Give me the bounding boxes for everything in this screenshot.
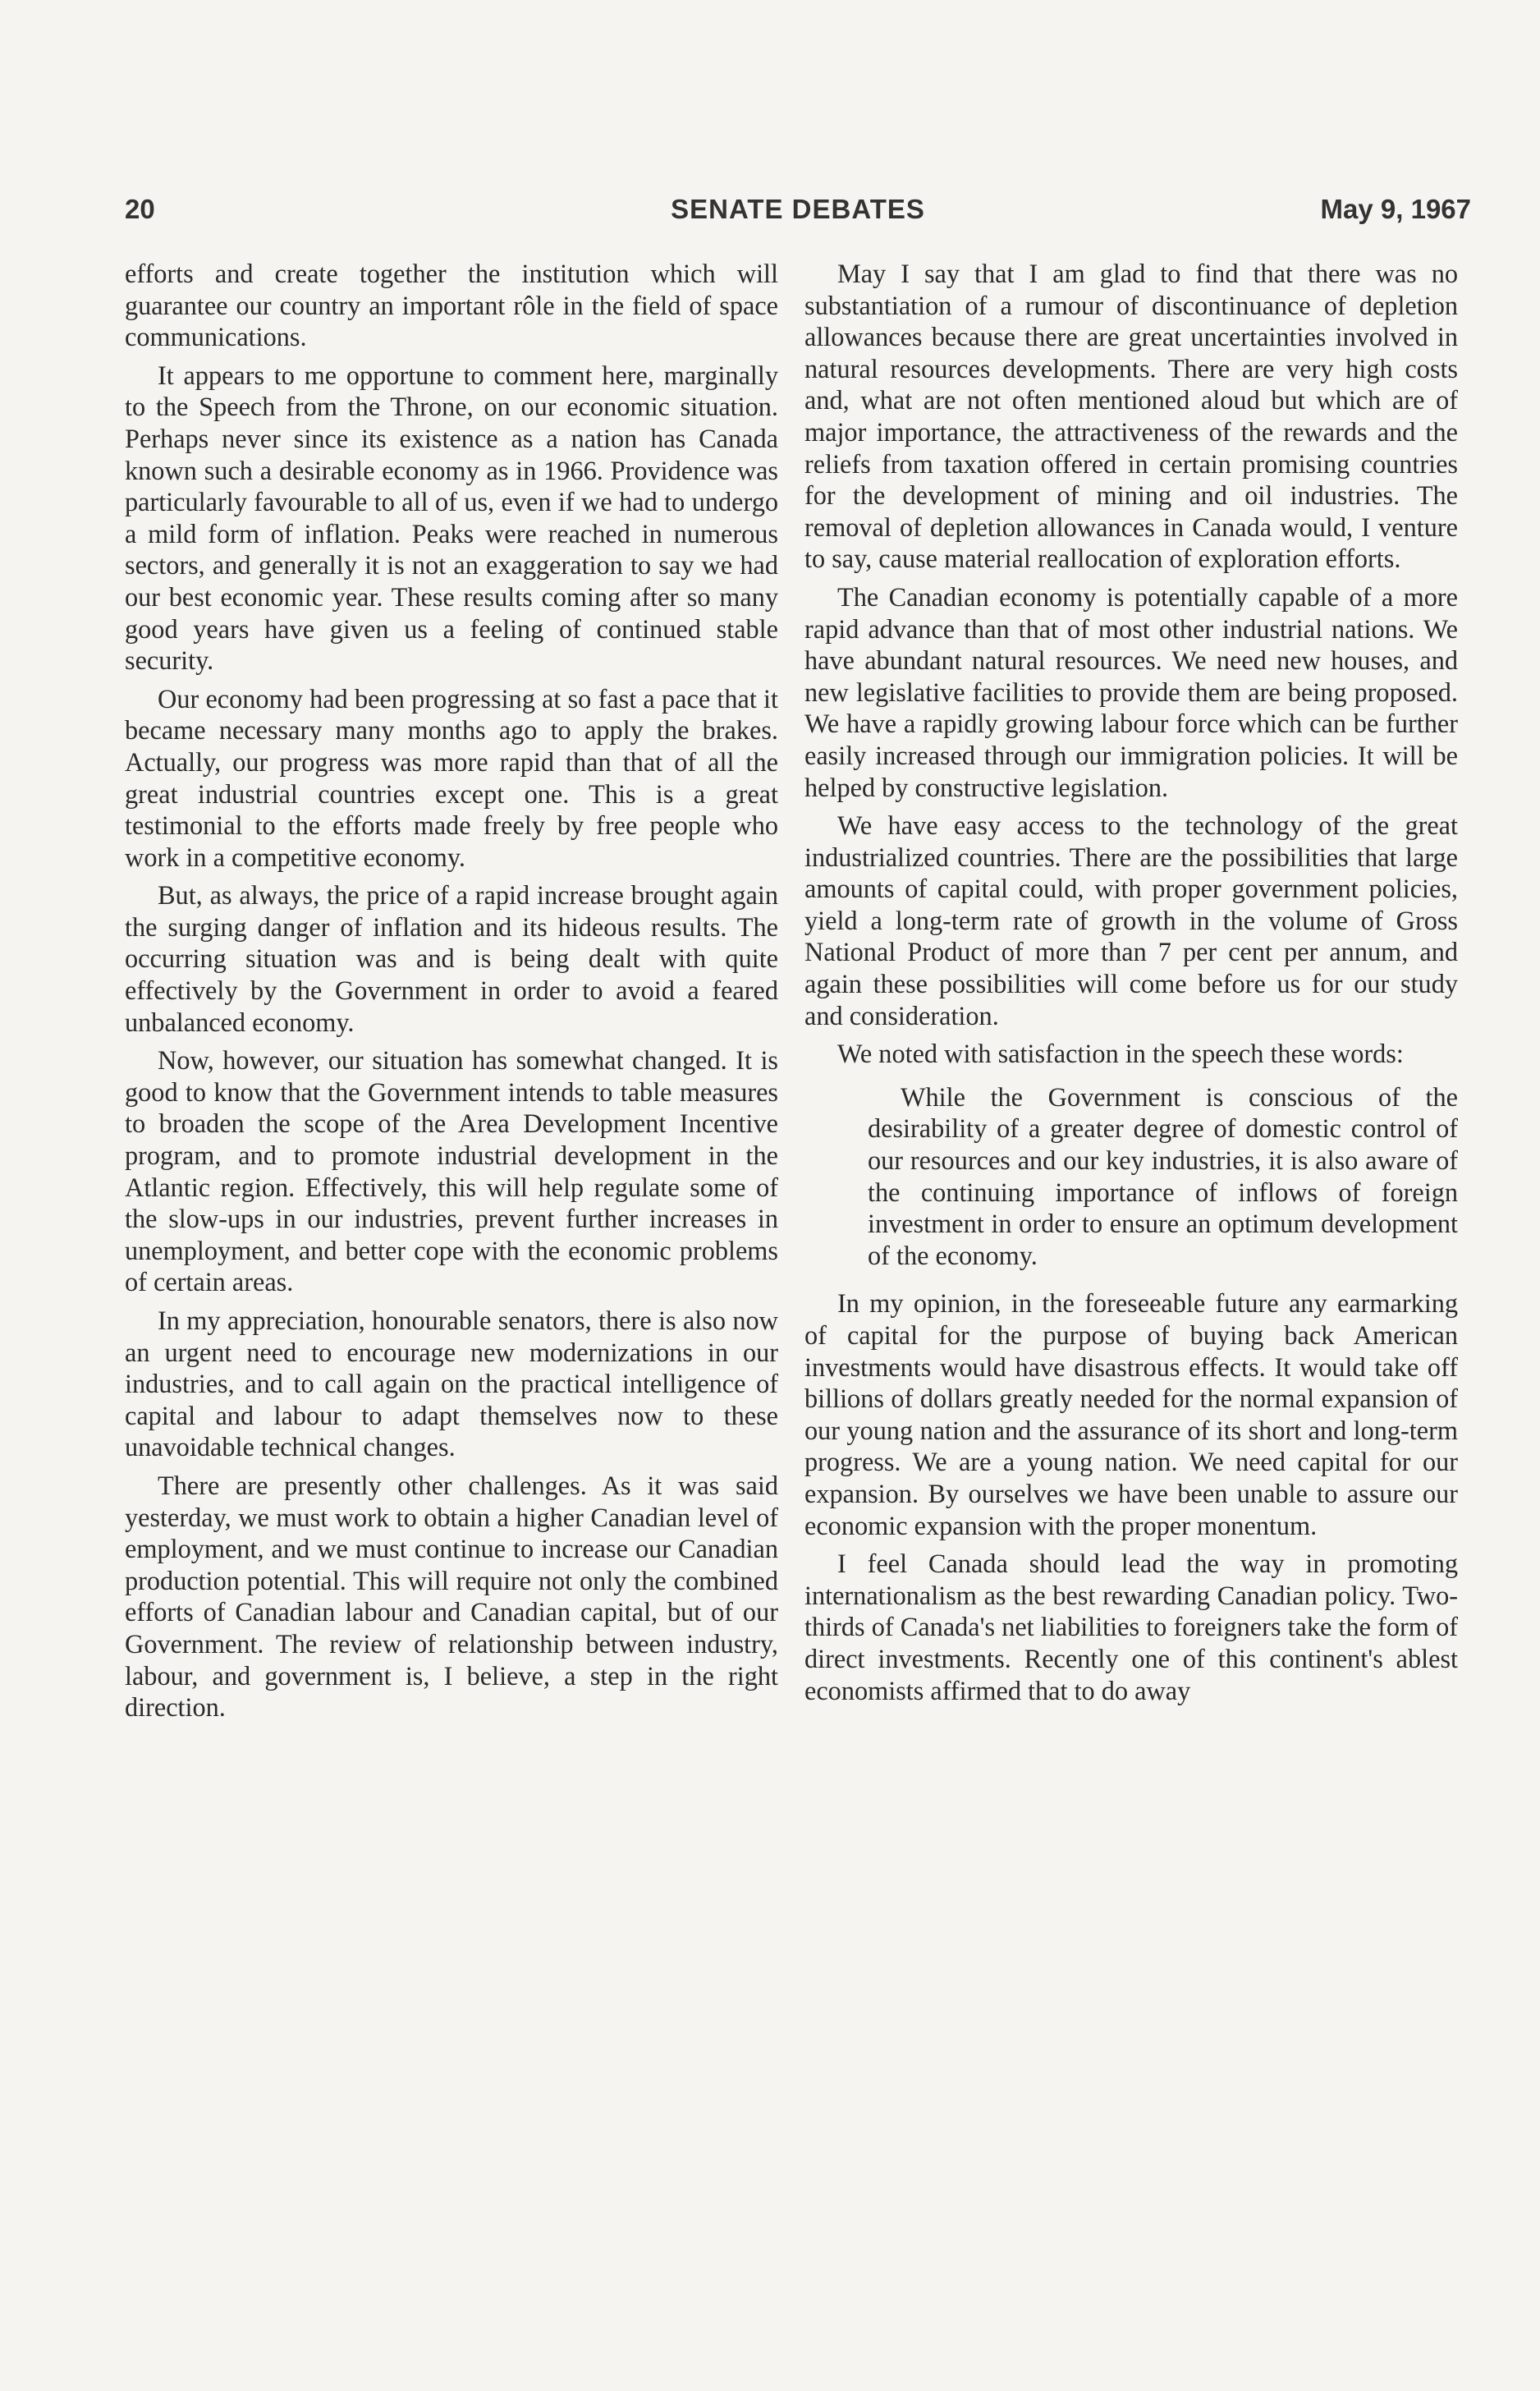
quotation-text: While the Government is conscious of the desirability of a greater degree of domestic control of our resources and our key industries, it is also aware of the continuing importance of inflows of foreign investment in order to ensure an optimum development of the economy. <box>868 1081 1458 1270</box>
paragraph: There are presently other challenges. As it was said yesterday, we must work to obtain a higher Canadian level of employment, and we must continue to increase our Canadian production potential. This will require not only the combined efforts of Canadian labour and Canadian capital, but of our Government. The review of relationship between industry, labour, and government is, I believe, a step in the right direction. <box>125 1470 778 1723</box>
page-title: SENATE DEBATES <box>671 194 925 224</box>
paragraph: efforts and create together the institution which will guarantee our country an important rôle in the field of space communications. <box>125 259 778 352</box>
page-header <box>125 194 1471 235</box>
speech-quotation <box>868 1081 1458 1272</box>
paragraph: Now, however, our situation has somewhat changed. It is good to know that the Government intends to table measures to broaden the scope of the Area Development Incentive program, and to promote industrial development in the Atlantic region. Effectively, this will help regulate some of the slow-ups in our industries, prevent further increases in unemployment, and better cope with the economic problems of certain areas. <box>125 1045 778 1297</box>
paragraph: I feel Canada should lead the way in promoting internationalism as the best rewarding Canadian policy. Two-thirds of Canada's net liabilities to foreigners take the form of direct investments. Recently one of this continent's ablest economists affirmed that to do away <box>804 1549 1458 1705</box>
paragraph: May I say that I am glad to find that there was no substantiation of a rumour of discontinuance of depletion allowances because there are great uncertainties involved in natural resources developments. There are very high costs and, what are not often mentioned aloud but which are of major importance, the attractiveness of the rewards and the reliefs from taxation offered in certain promising countries for the development of mining and oil industries. The removal of depletion allowances in Canada would, I venture to say, cause material reallocation of exploration efforts. <box>804 259 1458 574</box>
paragraph: It appears to me opportune to comment here, marginally to the Speech from the Throne, on our economic situation. Perhaps never since its existence as a nation has Canada known such a desirable economy as in 1966. Providence was particularly favourable to all of us, even if we had to undergo a mild form of inflation. Peaks were reached in numerous sectors, and generally it is not an exaggeration to say we had our best economic year. These results coming after so many good years have given us a feeling of continued stable security. <box>125 360 778 676</box>
paragraph: But, as always, the price of a rapid increase brought again the surging danger of inflation and its hideous results. The occurring situation was and is being dealt with quite effectively by the Government in order to avoid a feared unbalanced economy. <box>125 880 778 1037</box>
right-column <box>804 258 1458 1713</box>
left-column <box>125 258 778 1730</box>
paragraph: Our economy had been progressing at so fast a pace that it became necessary many months ago to apply the brakes. Actually, our progress was more rapid than that of all the great industrial countries except one. This is a great testimonial to the efforts made freely by free people who work in a competitive economy. <box>125 683 778 872</box>
paragraph: We noted with satisfaction in the speech these words: <box>837 1039 1404 1069</box>
page-date: May 9, 1967 <box>1320 194 1471 224</box>
paragraph: In my opinion, in the foreseeable future any earmarking of capital for the purpose of buying back American investments would have disastrous effects. It would take off billions of dollars greatly needed for the normal expansion of our young nation and the assurance of its short and long-term progress. We are a young nation. We need capital for our expansion. By ourselves we have been unable to assure our economic expansion with the proper monentum. <box>804 1288 1458 1540</box>
page-number: 20 <box>125 194 155 224</box>
paragraph: We have easy access to the technology of the great industrialized countries. There are the possibilities that large amounts of capital could, with proper government policies, yield a long-term rate of growth in the volume of Gross National Product of more than 7 per cent per annum, and again these possibilities will come before us for our study and consideration. <box>804 810 1458 1030</box>
paragraph: In my appreciation, honourable senators, there is also now an urgent need to encourage new modernizations in our industries, and to call again on the practical intelligence of capital and labour to adapt themselves now to these unavoidable technical changes. <box>125 1306 778 1462</box>
paragraph: The Canadian economy is potentially capable of a more rapid advance than that of most other industrial nations. We have abundant natural resources. We need new houses, and new legislative facilities to provide them are being proposed. We have a rapidly growing labour force which can be further easily increased through our immigration policies. It will be helped by constructive legislation. <box>804 581 1458 802</box>
